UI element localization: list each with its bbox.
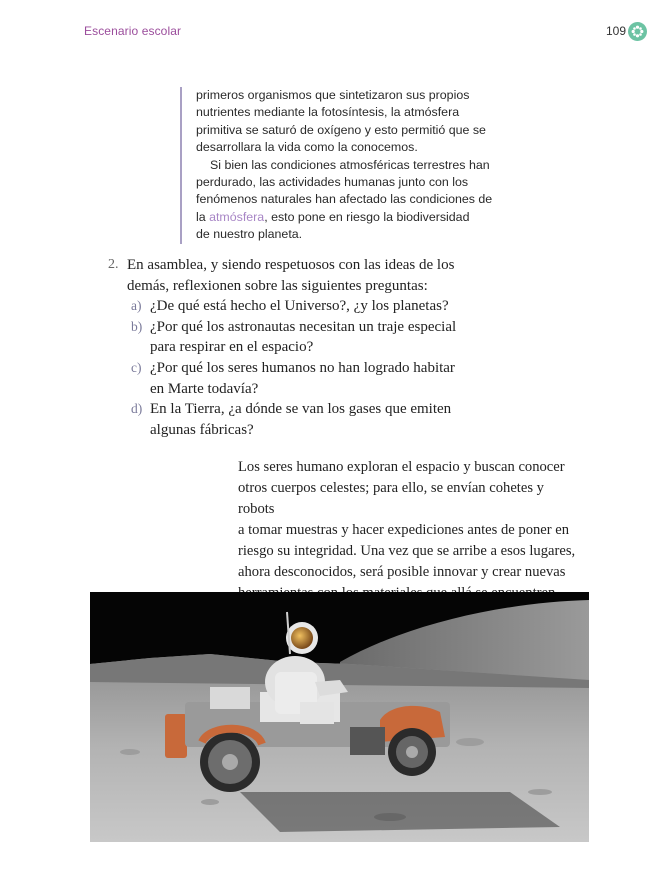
sub-question-label: d) [131, 401, 143, 417]
lead-line: En asamblea, y siendo respetuosos con las ideas de los [127, 257, 455, 273]
quote-line: nutrientes mediante la fotosíntesis, la atmósfera [196, 105, 460, 120]
sub-question-d [108, 399, 468, 440]
sub-question-a [108, 296, 468, 317]
sub-question-b [108, 317, 468, 358]
sub-question-text: ¿Por qué los seres humanos no han logrado habitar [150, 359, 455, 376]
section-title: Escenario escolar [84, 24, 182, 38]
quote-block [180, 87, 526, 244]
passage-line: riesgo su integridad. Una vez que se arribe a esos lugares, [238, 543, 576, 559]
passage-line: Los seres humano exploran el espacio y buscan conocer [238, 459, 565, 475]
gear-flower-icon [628, 22, 647, 41]
passage-line: otros cuerpos celestes; para ello, se envían cohetes y robots [238, 480, 544, 517]
sub-question-label: b) [131, 318, 143, 334]
sub-question-c [108, 358, 468, 399]
sub-question-text: algunas fábricas? [150, 421, 254, 438]
passage [238, 457, 578, 604]
lunar-rover-photo [90, 592, 589, 842]
sub-question-text: para respirar en el espacio? [150, 339, 314, 356]
sub-question-list [108, 296, 468, 440]
quote-line: fenómenos naturales han afectado las condiciones de [196, 192, 493, 207]
glossary-term-atmosfera[interactable]: atmósfera [209, 209, 265, 224]
passage-line: ahora desconocidos, será posible innovar y crear nuevas [238, 564, 566, 580]
sub-question-label: a) [131, 298, 142, 314]
quote-line: perdurado, las actividades humanas junto con los [196, 175, 469, 190]
quote-line: primitiva se saturó de oxígeno y esto permitió que se [196, 122, 486, 137]
page-number: 109 [606, 24, 627, 38]
passage-line: a tomar muestras y hacer expediciones antes de poner en [238, 522, 570, 538]
sub-question-text: en Marte todavía? [150, 380, 259, 397]
quote-line: de nuestro planeta. [196, 227, 303, 242]
sub-question-text: En la Tierra, ¿a dónde se van los gases que emiten [150, 401, 452, 418]
question-number: 2. [108, 257, 119, 272]
quote-line: , esto pone en riesgo la biodiversidad [264, 209, 470, 224]
quote-line: la [196, 209, 210, 224]
sub-question-text: ¿Por qué los astronautas necesitan un traje especial [150, 318, 457, 335]
lead-line: demás, reflexionen sobre las siguientes preguntas: [127, 277, 428, 294]
quote-paragraph-2 [196, 157, 526, 244]
sub-question-label: c) [131, 359, 142, 375]
question-lead [127, 255, 468, 296]
quote-line: primeros organismos que sintetizaron sus propios [196, 88, 470, 102]
quote-line: desarrollara la vida como la conocemos. [196, 140, 418, 155]
sub-question-text: ¿De qué está hecho el Universo?, ¿y los planetas? [150, 298, 449, 315]
quote-paragraph-1 [196, 87, 526, 157]
quote-line: Si bien las condiciones atmosféricas terrestres han [210, 157, 490, 172]
question-2 [108, 255, 468, 440]
